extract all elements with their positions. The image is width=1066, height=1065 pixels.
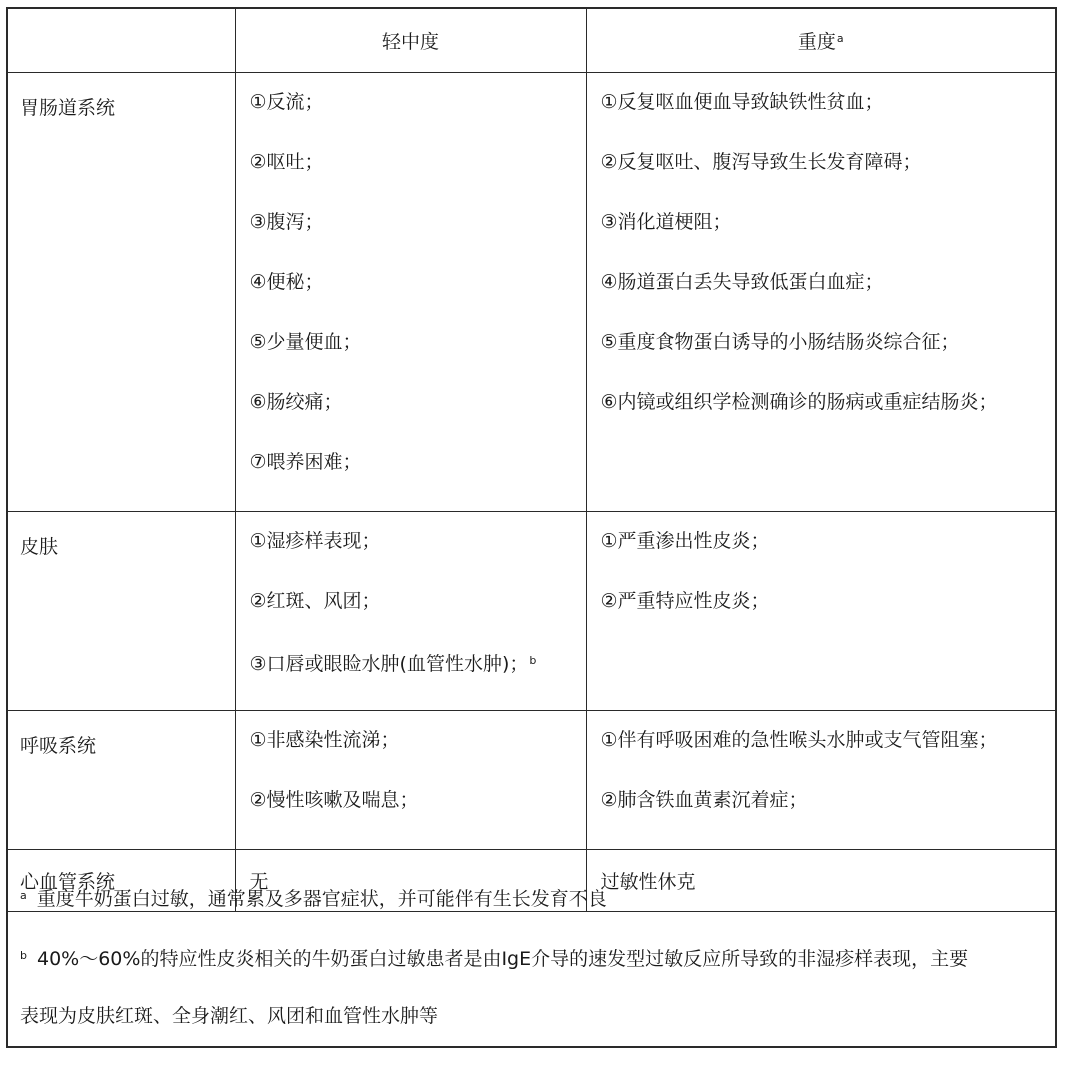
mild-item: ①非感染性流涕； xyxy=(249,728,400,751)
severe-item: ①伴有呼吸困难的急性喉头水肿或支气管阻塞； xyxy=(600,728,998,751)
mild-item: ②红斑、风团； xyxy=(249,589,381,612)
category-cell xyxy=(8,511,235,710)
mild-item: ①反流； xyxy=(249,90,324,113)
footnote-b-text-continued: 表现为皮肤红斑、全身潮红、风团和血管性水肿等 xyxy=(20,1005,439,1027)
header-category-cell xyxy=(8,9,235,72)
mild-item: ②呕吐； xyxy=(249,150,324,173)
table-row-skin xyxy=(8,511,1055,710)
severe-item: ⑤重度食物蛋白诱导的小肠结肠炎综合征； xyxy=(600,330,960,353)
mild-item: ⑥肠绞痛； xyxy=(249,390,343,413)
footnote-a xyxy=(20,885,1050,945)
severe-item: ③消化道梗阻； xyxy=(600,210,732,233)
footnote-a-mark: a xyxy=(20,889,27,902)
severe-item: ⑥内镜或组织学检测确诊的肠病或重症结肠炎； xyxy=(600,390,998,413)
severe-item: ②反复呕吐、腹泻导致生长发育障碍； xyxy=(600,150,922,173)
header-severe-footnote-mark: a xyxy=(836,31,844,45)
mild-cell xyxy=(235,710,586,849)
mild-cell xyxy=(235,511,586,710)
severe-item: ①严重渗出性皮炎； xyxy=(600,529,770,552)
severe-cell xyxy=(586,511,1055,710)
header-severe-cell xyxy=(586,9,1055,72)
footnote-b-mark: b xyxy=(20,949,27,962)
mild-item: ⑦喂养困难； xyxy=(249,450,362,473)
mild-item: ③腹泻； xyxy=(249,210,324,233)
header-mild-cell xyxy=(235,9,586,72)
severe-item: ①反复呕血便血导致缺铁性贫血； xyxy=(600,90,884,113)
category-cell xyxy=(8,710,235,849)
severe-item: ②肺含铁血黄素沉着症； xyxy=(600,788,808,811)
allergy-severity-table-frame xyxy=(6,7,1057,1048)
footnote-b-text: 40%～60%的特应性皮炎相关的牛奶蛋白过敏患者是由IgE介导的速发型过敏反应所导致的非湿疹样表现，主要 xyxy=(36,948,969,970)
mild-item: ②慢性咳嗽及喘息； xyxy=(249,788,419,811)
mild-cell xyxy=(235,72,586,511)
mild-item: 无 xyxy=(249,870,269,893)
category-label: 胃肠道系统 xyxy=(20,96,116,119)
header-mild-label: 轻中度 xyxy=(381,30,439,53)
category-label: 皮肤 xyxy=(20,535,59,558)
severe-item: ④肠道蛋白丢失导致低蛋白血症； xyxy=(600,270,884,293)
table-row-gastrointestinal xyxy=(8,72,1055,511)
mild-item-with-footnote xyxy=(250,650,586,710)
header-severe-label: 重度 xyxy=(797,30,836,53)
table-row-respiratory xyxy=(8,710,1055,849)
footnote-b-continued xyxy=(20,1005,1050,1065)
mild-item: ①湿疹样表现； xyxy=(249,529,381,552)
table-header-row xyxy=(8,9,1055,72)
footnote-b-mark: b xyxy=(529,653,537,667)
footnote-a-text: 重度牛奶蛋白过敏，通常累及多器官症状，并可能伴有生长发育不良 xyxy=(36,888,607,910)
allergy-severity-table xyxy=(8,9,1055,912)
footnote-b xyxy=(20,945,1050,1005)
category-cell xyxy=(8,72,235,511)
mild-item: ④便秘； xyxy=(249,270,324,293)
mild-item: ③口唇或眼睑水肿(血管性水肿)； xyxy=(249,652,529,675)
mild-item: ⑤少量便血； xyxy=(249,330,362,353)
category-label: 呼吸系统 xyxy=(20,734,97,757)
category-label: 心血管系统 xyxy=(20,870,116,893)
severe-cell xyxy=(586,710,1055,849)
severe-item: 过敏性休克 xyxy=(600,870,696,893)
severe-cell xyxy=(586,72,1055,511)
table-footnotes xyxy=(20,885,1050,1065)
severe-item: ②严重特应性皮炎； xyxy=(600,589,770,612)
